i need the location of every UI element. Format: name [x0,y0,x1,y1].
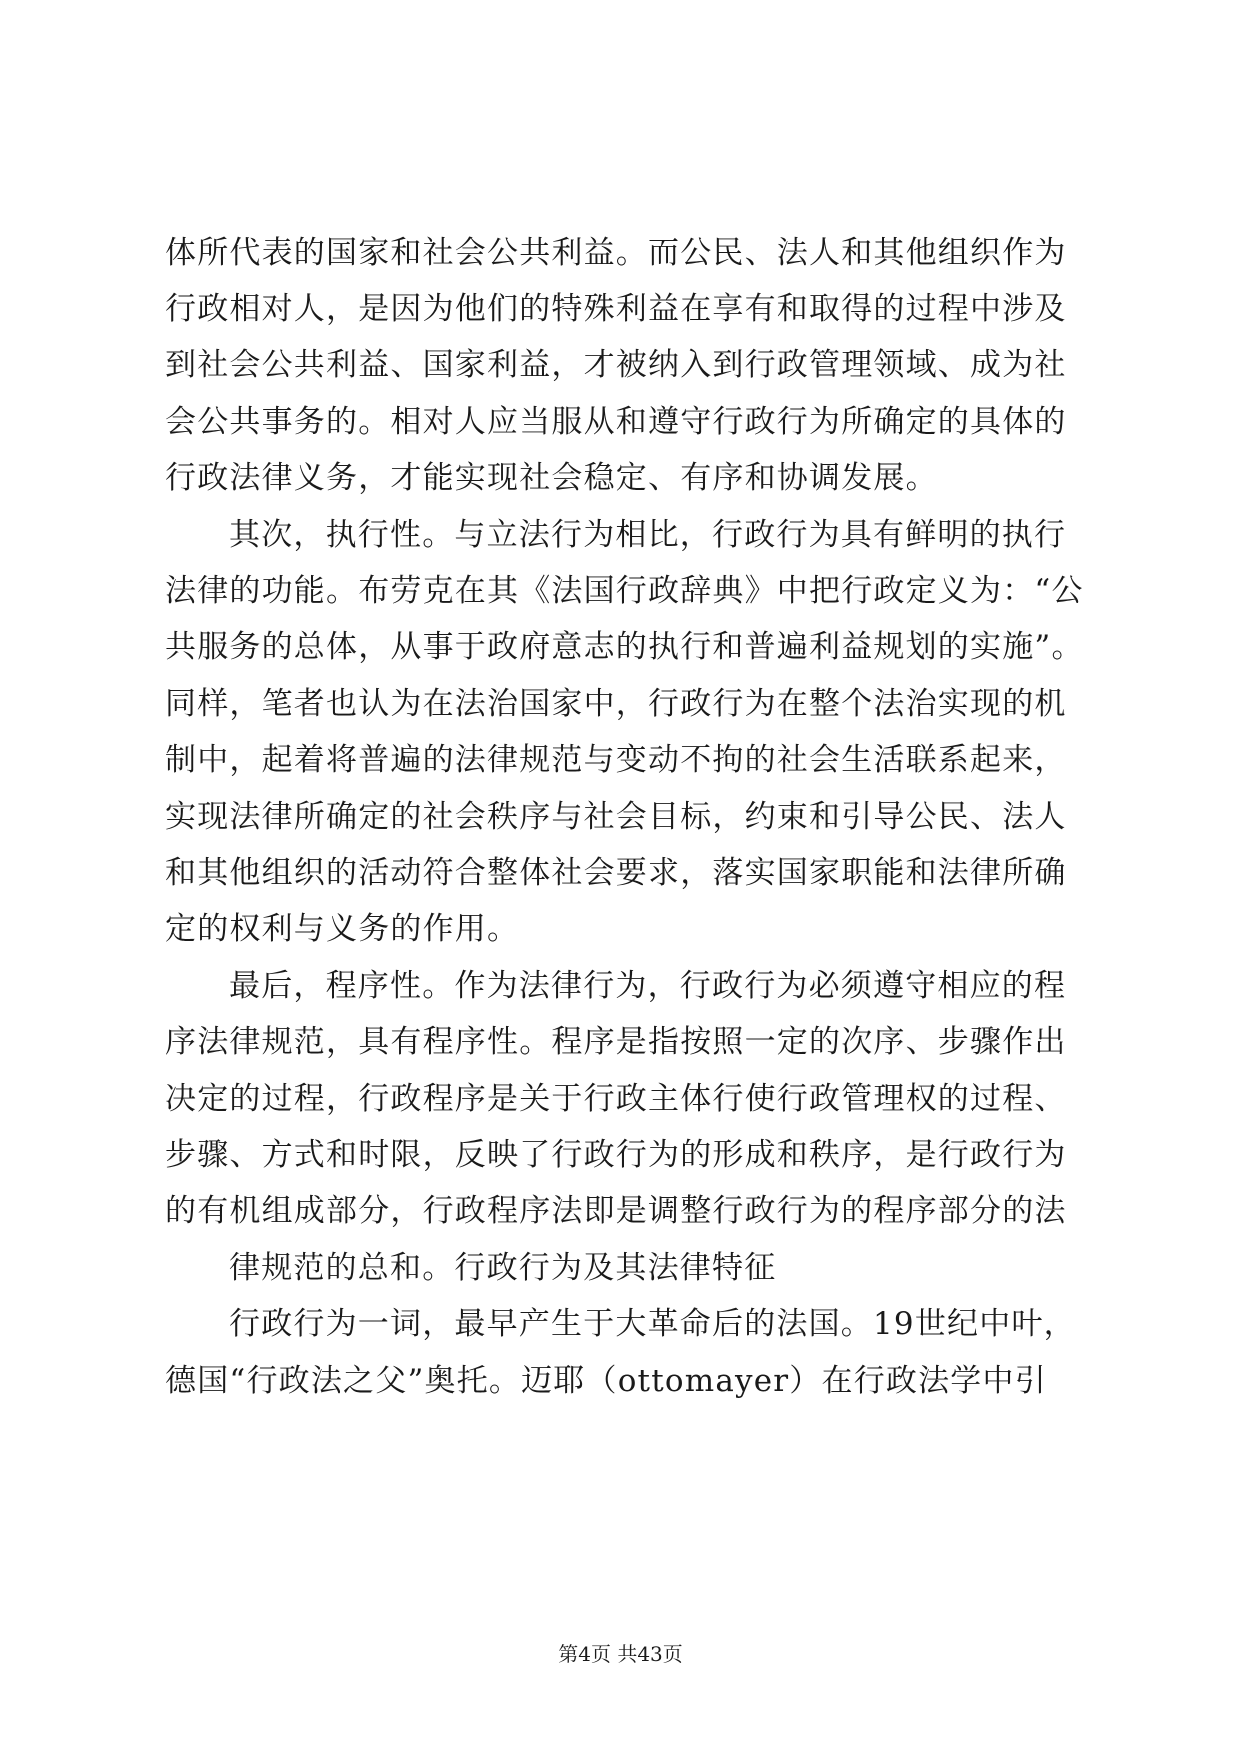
text-line: 体所代表的国家和社会公共利益。而公民、法人和其他组织作为 [165,235,1067,271]
text-line: 行政法律义务，才能实现社会稳定、有序和协调发展。 [165,460,938,496]
text-line: 德国“行政法之父”奥托。迈耶（ottomayer）在行政法学中引 [165,1363,1047,1399]
paragraph-start-line: 行政行为一词，最早产生于大革命后的法国。19世纪中叶， [229,1306,1076,1342]
text-line: 决定的过程，行政程序是关于行政主体行使行政管理权的过程、 [165,1081,1067,1117]
page-footer: 第4页 共43页 [558,1642,683,1666]
text-line: 会公共事务的。相对人应当服从和遵守行政行为所确定的具体的 [165,404,1067,440]
text-line: 行政相对人，是因为他们的特殊利益在享有和取得的过程中涉及 [165,291,1067,327]
text-line: 律规范的总和。行政行为及其法律特征 [229,1250,777,1286]
text-line: 序法律规范，具有程序性。程序是指按照一定的次序、步骤作出 [165,1024,1067,1060]
paragraph-start-line: 最后，程序性。作为法律行为，行政行为必须遵守相应的程 [229,968,1067,1004]
paragraph-start-line: 其次，执行性。与立法行为相比，行政行为具有鲜明的执行 [229,517,1067,553]
text-line: 和其他组织的活动符合整体社会要求，落实国家职能和法律所确 [165,855,1067,891]
text-line: 共服务的总体，从事于政府意志的执行和普遍利益规划的实施”。 [165,629,1084,665]
text-line: 法律的功能。布劳克在其《法国行政辞典》中把行政定义为：“公 [165,573,1084,609]
text-line: 的有机组成部分，行政程序法即是调整行政行为的程序部分的法 [165,1193,1067,1229]
text-line: 步骤、方式和时限，反映了行政行为的形成和秩序，是行政行为 [165,1137,1067,1173]
text-line: 实现法律所确定的社会秩序与社会目标，约束和引导公民、法人 [165,799,1067,835]
text-line: 定的权利与义务的作用。 [165,911,520,947]
text-line: 到社会公共利益、国家利益，才被纳入到行政管理领域、成为社 [165,347,1067,383]
text-line: 制中，起着将普遍的法律规范与变动不拘的社会生活联系起来， [165,742,1067,778]
text-line: 同样，笔者也认为在法治国家中，行政行为在整个法治实现的机 [165,686,1067,722]
